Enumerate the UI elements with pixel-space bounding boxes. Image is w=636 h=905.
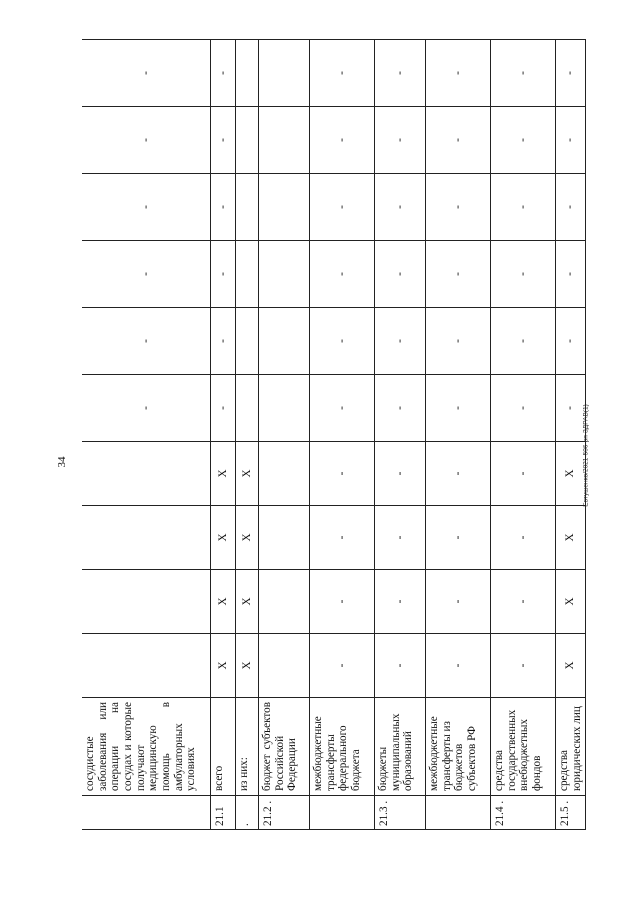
table-cell: - <box>491 40 556 107</box>
table-cell: - <box>82 40 211 107</box>
row-number-cell: 21.3 . <box>375 796 426 830</box>
table-cell: - <box>491 442 556 506</box>
table-cell <box>236 107 259 174</box>
table-cell: - <box>310 174 375 241</box>
table-row <box>259 40 310 830</box>
table-row <box>310 40 375 830</box>
table-cell: X <box>236 634 259 698</box>
table-cell: - <box>82 375 211 442</box>
table-cell <box>259 442 310 506</box>
table-cell: - <box>82 308 211 375</box>
row-label-cell: межбюджетные трансферты из бюджетов субъектов РФ <box>426 698 491 796</box>
row-number-cell <box>426 796 491 830</box>
table-cell: - <box>426 375 491 442</box>
table-cell: - <box>375 308 426 375</box>
table-cell: - <box>375 442 426 506</box>
table-cell <box>259 241 310 308</box>
table-cell <box>236 241 259 308</box>
row-number-cell <box>310 796 375 830</box>
table-cell: - <box>82 174 211 241</box>
table-cell: - <box>211 375 236 442</box>
table-cell: X <box>556 506 586 570</box>
row-label-cell: средства государственных внебюджетных фондов <box>491 698 556 796</box>
table-row <box>556 40 586 830</box>
table-cell <box>236 308 259 375</box>
row-label-cell: всего <box>211 698 236 796</box>
table-cell: - <box>375 634 426 698</box>
table-cell <box>82 442 211 506</box>
row-number-cell: 21.4 . <box>491 796 556 830</box>
table-cell: - <box>375 241 426 308</box>
side-footer-note: Евтушенко/2021-506-рп-ЗДРАВ(1) <box>582 404 590 507</box>
rotated-table-area <box>82 50 583 830</box>
table-cell: - <box>310 308 375 375</box>
table-cell: - <box>556 241 586 308</box>
table-cell: - <box>491 308 556 375</box>
table-cell: - <box>82 107 211 174</box>
table-cell: X <box>556 570 586 634</box>
table-cell: - <box>491 241 556 308</box>
row-label-cell: из них: <box>236 698 259 796</box>
table-cell <box>259 506 310 570</box>
table-cell: - <box>375 107 426 174</box>
page-number: 34 <box>56 456 68 468</box>
table-cell: - <box>82 241 211 308</box>
table-cell: - <box>211 107 236 174</box>
table-cell: - <box>426 442 491 506</box>
table-row <box>426 40 491 830</box>
table-cell: X <box>211 570 236 634</box>
table-cell: X <box>236 442 259 506</box>
table-cell: X <box>236 506 259 570</box>
row-label-cell: межбюджетные трансферты федерального бюджета <box>310 698 375 796</box>
table-cell: - <box>211 174 236 241</box>
table-cell: - <box>426 174 491 241</box>
row-label-cell: бюджет субъектов Российской Федерации <box>259 698 310 796</box>
table-cell: X <box>211 634 236 698</box>
table-cell: - <box>491 375 556 442</box>
table-cell <box>259 308 310 375</box>
table-cell: X <box>236 570 259 634</box>
table-cell: X <box>556 634 586 698</box>
table-cell: - <box>556 40 586 107</box>
row-number-cell: 21.2 . <box>259 796 310 830</box>
table-cell: - <box>310 107 375 174</box>
table-cell: - <box>310 40 375 107</box>
row-label-cell: сосудистые заболевания или операции на сосудах и которые получают медицинскую помощь в амбулаторных условиях <box>82 698 211 796</box>
table-cell: - <box>556 375 586 442</box>
table-cell: - <box>491 174 556 241</box>
table-cell <box>236 174 259 241</box>
table-cell: - <box>426 506 491 570</box>
table-cell: - <box>491 634 556 698</box>
table-cell: - <box>375 375 426 442</box>
table-cell <box>82 570 211 634</box>
table-cell: - <box>211 40 236 107</box>
table-cell: X <box>211 506 236 570</box>
table-cell: - <box>375 506 426 570</box>
table-row <box>211 40 236 830</box>
table-cell <box>259 107 310 174</box>
table-cell <box>236 375 259 442</box>
budget-table <box>82 39 586 830</box>
table-row <box>82 40 211 830</box>
table-cell: X <box>556 442 586 506</box>
table-cell: - <box>375 570 426 634</box>
table-cell <box>236 40 259 107</box>
table-cell: - <box>310 241 375 308</box>
table-cell: - <box>211 308 236 375</box>
table-cell: - <box>426 40 491 107</box>
row-number-cell: . <box>236 796 259 830</box>
row-number-cell <box>82 796 211 830</box>
table-cell <box>259 174 310 241</box>
table-cell: - <box>491 107 556 174</box>
table-row <box>375 40 426 830</box>
table-cell: - <box>426 241 491 308</box>
table-cell: - <box>556 174 586 241</box>
table-cell: - <box>556 107 586 174</box>
table-cell: - <box>310 442 375 506</box>
table-cell: - <box>426 570 491 634</box>
table-cell: - <box>426 634 491 698</box>
table-cell: - <box>310 634 375 698</box>
table-cell <box>82 634 211 698</box>
table-cell <box>259 375 310 442</box>
table-cell <box>259 570 310 634</box>
table-cell: - <box>556 308 586 375</box>
table-cell: - <box>310 506 375 570</box>
table-cell: - <box>491 506 556 570</box>
table-cell <box>82 506 211 570</box>
table-row <box>491 40 556 830</box>
table-cell: - <box>375 40 426 107</box>
table-cell <box>259 40 310 107</box>
table-cell <box>259 634 310 698</box>
table-cell: - <box>310 570 375 634</box>
table-cell: X <box>211 442 236 506</box>
table-cell: - <box>426 107 491 174</box>
table-cell: - <box>426 308 491 375</box>
table-cell: - <box>375 174 426 241</box>
row-number-cell: 21.1 <box>211 796 236 830</box>
row-label-cell: бюджеты муниципальных образований <box>375 698 426 796</box>
table-cell: - <box>211 241 236 308</box>
row-label-cell: средства юридических лиц <box>556 698 586 796</box>
table-row <box>236 40 259 830</box>
row-number-cell: 21.5 . <box>556 796 586 830</box>
table-cell: - <box>491 570 556 634</box>
table-cell: - <box>310 375 375 442</box>
